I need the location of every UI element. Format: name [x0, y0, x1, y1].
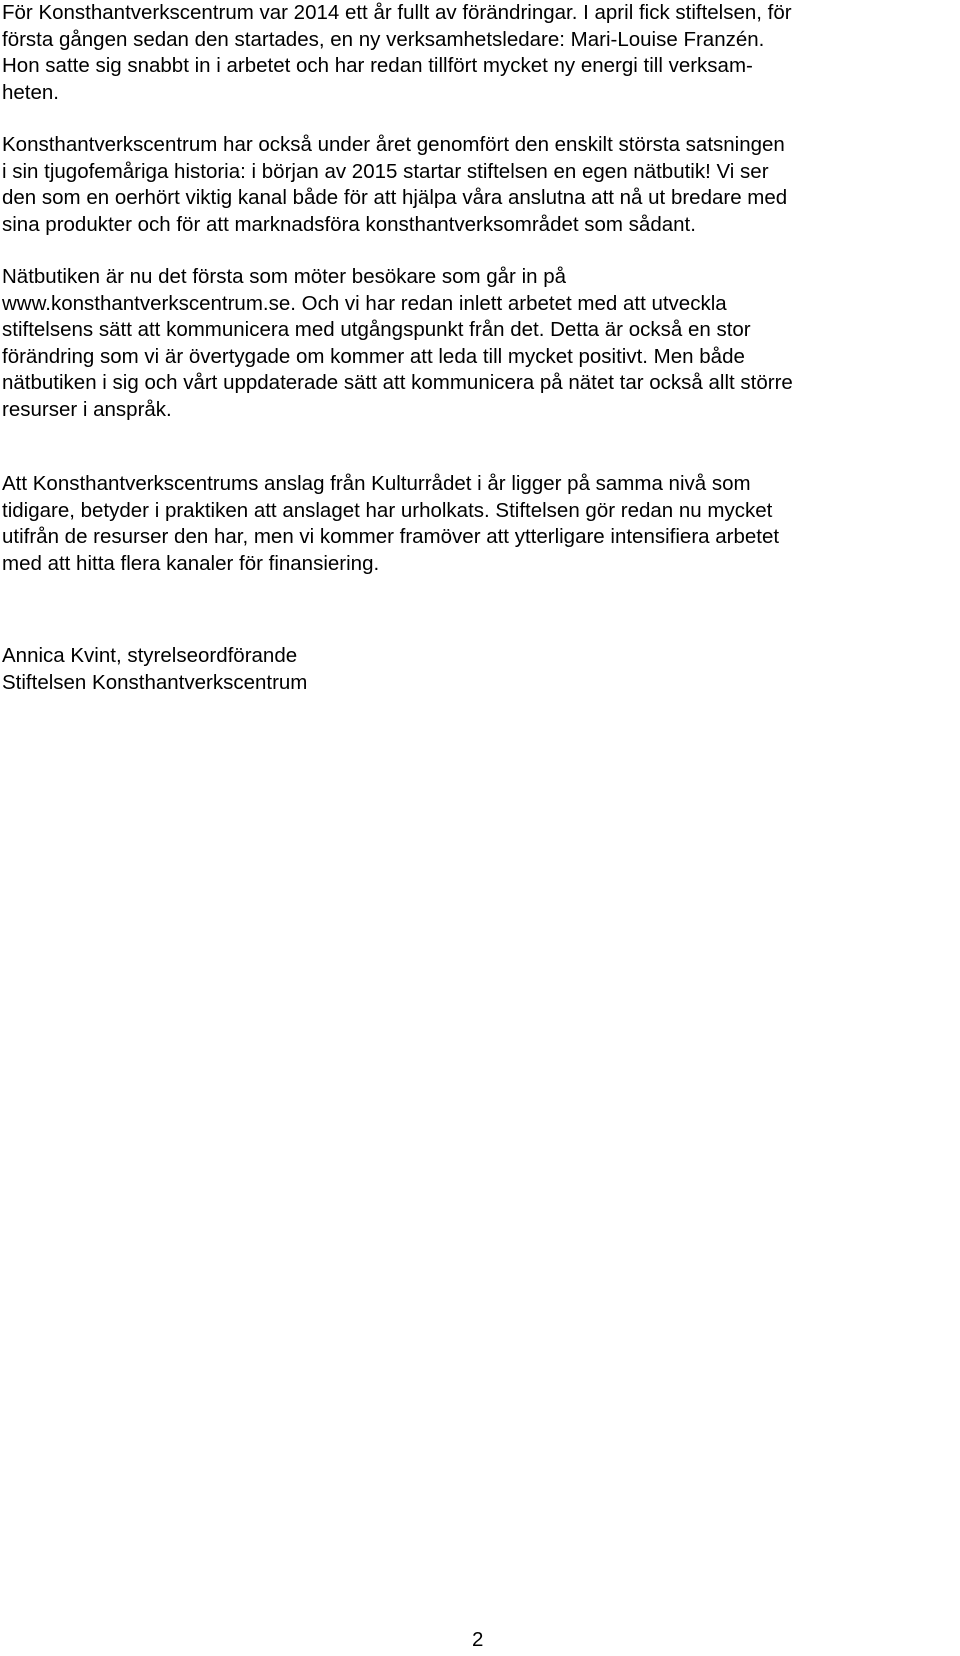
text-line: Konsthantverkscentrum har också under året genomfört den enskilt största satsningen — [2, 133, 785, 156]
text-line: Att Konsthantverkscentrums anslag från Kulturrådet i år ligger på samma nivå som — [2, 472, 751, 495]
signature-name: Annica Kvint, styrelseordförande — [2, 644, 298, 667]
text-line: i sin tjugofemåriga historia: i början av 2015 startar stiftelsen en egen nätbutik! Vi ser — [2, 159, 769, 183]
text-line: första gången sedan den startades, en ny verksamhetsledare: Mari-Louise Franzén. — [2, 27, 765, 51]
text-line: sina produkter och för att marknadsföra konsthantverksområdet som sådant. — [2, 212, 696, 236]
text-line: För Konsthantverkscentrum var 2014 ett år fullt av förändringar. I april fick stiftelsen, för — [2, 1, 792, 24]
signature-block — [2, 643, 934, 696]
signature-organization: Stiftelsen Konsthantverkscentrum — [2, 670, 308, 694]
text-line: med att hitta flera kanaler för finansiering. — [2, 551, 380, 575]
paragraph-webshop-launch — [2, 132, 934, 238]
text-line: heten. — [2, 80, 59, 104]
text-line: stiftelsens sätt att kommunicera med utgångspunkt från det. Detta är också en stor — [2, 318, 751, 341]
text-line: den som en oerhört viktig kanal både för att hjälpa våra anslutna att nå ut bredare med — [2, 186, 788, 209]
text-line: förändring som vi är övertygade om kommer att leda till mycket positivt. Men både — [2, 344, 745, 368]
text-line: utifrån de resurser den har, men vi kommer framöver att ytterligare intensifiera arbetet — [2, 525, 780, 548]
text-line: www.konsthantverkscentrum.se. Och vi har redan inlett arbetet med att utveckla — [2, 291, 727, 315]
page-number: 2 — [472, 1628, 484, 1651]
text-line: Hon satte sig snabbt in i arbetet och har redan tillfört mycket ny energi till verksam- — [2, 54, 753, 77]
paragraph-webshop-communication — [2, 264, 934, 423]
text-line: resurser i anspråk. — [2, 397, 172, 421]
text-line: Nätbutiken är nu det första som möter besökare som går in på — [2, 265, 567, 288]
paragraph-funding — [2, 471, 934, 577]
text-line: nätbutiken i sig och vårt uppdaterade sätt att kommunicera på nätet tar också allt större — [2, 371, 793, 394]
paragraph-intro — [2, 0, 934, 106]
text-line: tidigare, betyder i praktiken att anslaget har urholkats. Stiftelsen gör redan nu mycket — [2, 498, 773, 522]
